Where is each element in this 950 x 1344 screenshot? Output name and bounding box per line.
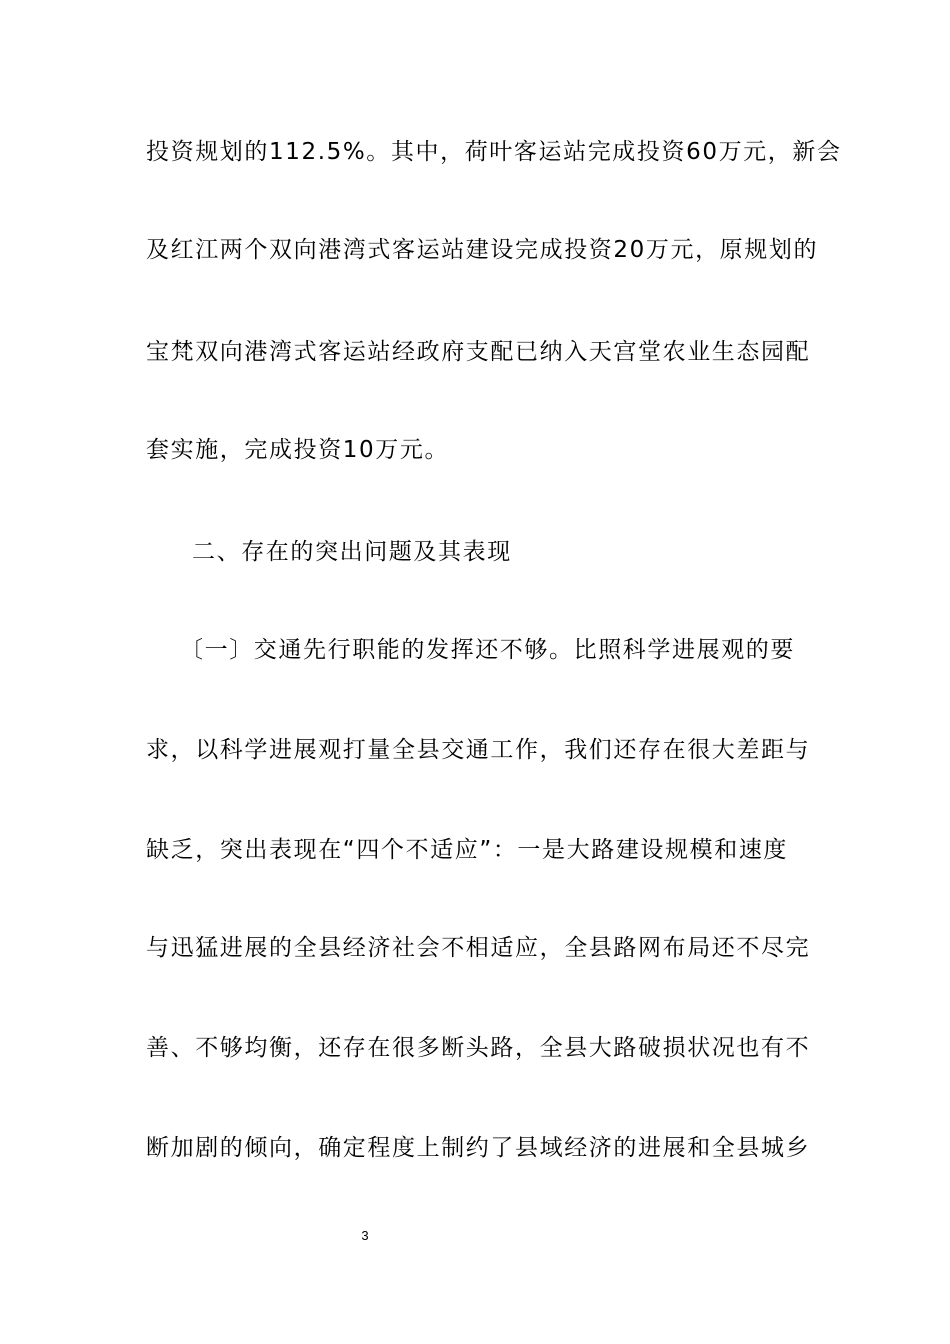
- page-number: 3: [361, 1228, 369, 1243]
- paragraph-2-line-2: 求，以科学进展观打量全县交通工作，我们还存在很大差距与: [146, 737, 811, 763]
- paragraph-2-line-1: 〔一〕交通先行职能的发挥还不够。比照科学进展观的要: [180, 637, 795, 663]
- paragraph-2-line-3: 缺乏，突出表现在“四个不适应”：一是大路建设规模和速度: [146, 837, 789, 863]
- paragraph-2-line-6: 断加剧的倾向，确定程度上制约了县域经济的进展和全县城乡: [146, 1135, 811, 1161]
- paragraph-1-line-4: 套实施，完成投资10万元。: [146, 437, 450, 463]
- paragraph-1-line-2: 及红江两个双向港湾式客运站建设完成投资20万元，原规划的: [146, 237, 819, 263]
- section-heading: 二、存在的突出问题及其表现: [192, 539, 512, 565]
- paragraph-2-line-4: 与迅猛进展的全县经济社会不相适应，全县路网布局还不尽完: [146, 935, 811, 961]
- paragraph-1-line-3: 宝梵双向港湾式客运站经政府支配已纳入天宫堂农业生态园配: [146, 339, 811, 365]
- paragraph-2-line-5: 善、不够均衡，还存在很多断头路，全县大路破损状况也有不: [146, 1035, 811, 1061]
- paragraph-1-line-1: 投资规划的112.5%。其中，荷叶客运站完成投资60万元，新会: [146, 139, 842, 165]
